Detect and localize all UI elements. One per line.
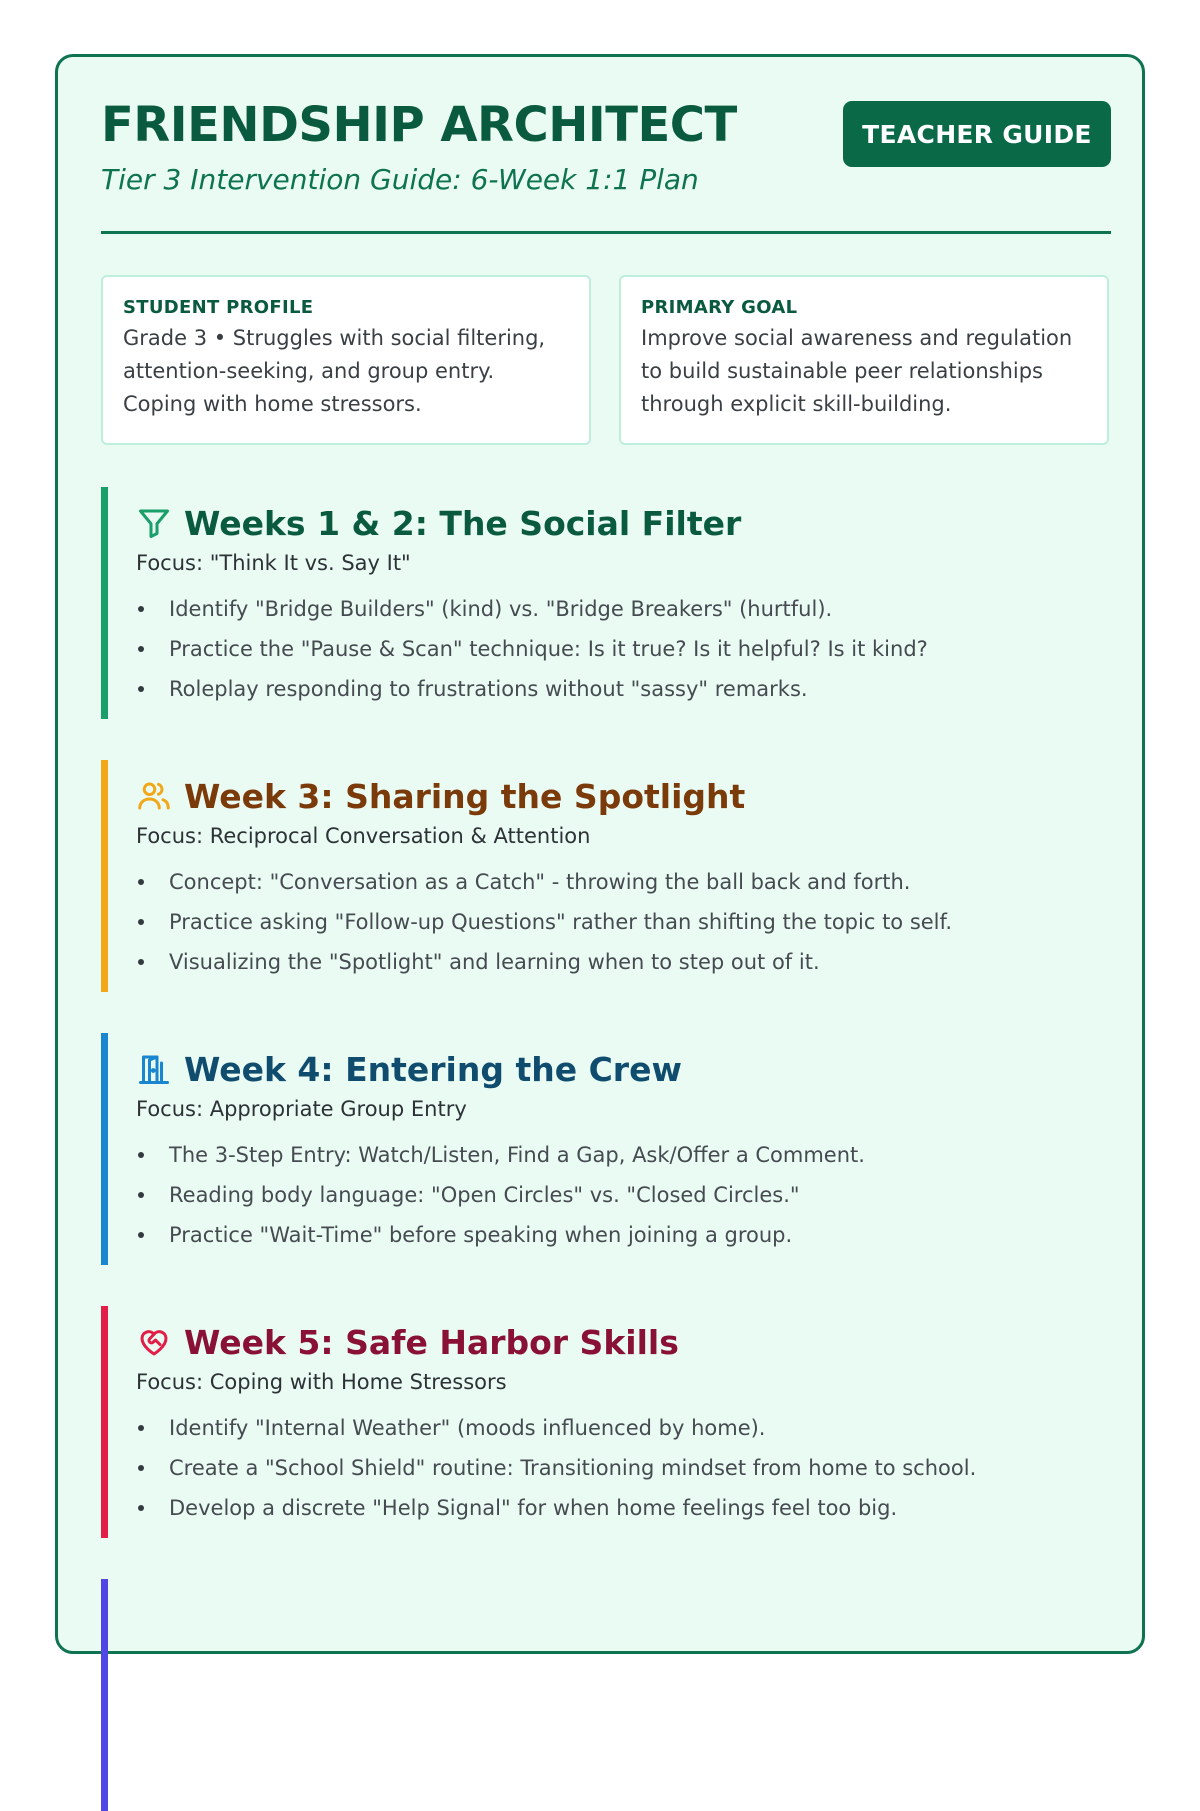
section-focus: Focus: Reciprocal Conversation & Attention — [136, 824, 591, 848]
list-item: Roleplay responding to frustrations without "sassy" remarks. — [136, 669, 1111, 709]
header — [101, 97, 1111, 232]
heart-handshake-icon — [136, 1324, 172, 1360]
header-divider — [101, 231, 1111, 234]
page-title: FRIENDSHIP ARCHITECT — [101, 97, 737, 153]
list-item: Practice asking "Follow-up Questions" rather than shifting the topic to self. — [136, 902, 1111, 942]
section-week-6 — [101, 1579, 1111, 1811]
list-item: Concept: "Conversation as a Catch" - throwing the ball back and forth. — [136, 862, 1111, 902]
teacher-guide-badge: TEACHER GUIDE — [843, 101, 1111, 167]
list-item: Practice "Wait-Time" before speaking when joining a group. — [136, 1215, 1111, 1255]
list-item: Create a "School Shield" routine: Transitioning mindset from home to school. — [136, 1448, 1111, 1488]
section-list — [136, 589, 1111, 709]
section-focus: Focus: Appropriate Group Entry — [136, 1097, 467, 1121]
list-item: The 3-Step Entry: Watch/Listen, Find a Gap, Ask/Offer a Comment. — [136, 1135, 1111, 1175]
primary-goal-text: Improve social awareness and regulation to build sustainable peer relationships through explicit skill-building. — [641, 326, 1073, 416]
list-item: Identify "Bridge Builders" (kind) vs. "Bridge Breakers" (hurtful). — [136, 589, 1111, 629]
primary-goal-card — [619, 275, 1109, 445]
filter-icon — [136, 505, 172, 541]
section-list — [136, 1135, 1111, 1255]
section-focus: Focus: "Think It vs. Say It" — [136, 551, 411, 575]
door-open-icon — [136, 1051, 172, 1087]
section-title: Week 4: Entering the Crew — [184, 1049, 682, 1089]
list-item: Reading body language: "Open Circles" vs. "Closed Circles." — [136, 1175, 1111, 1215]
list-item: Visualizing the "Spotlight" and learning when to step out of it. — [136, 942, 1111, 982]
users-icon — [136, 778, 172, 814]
page-subtitle: Tier 3 Intervention Guide: 6-Week 1:1 Plan — [101, 163, 699, 196]
section-title: Weeks 1 & 2: The Social Filter — [184, 503, 742, 543]
student-profile-label: STUDENT PROFILE — [123, 297, 314, 318]
section-weeks-1-2 — [101, 487, 1111, 719]
primary-goal-label: PRIMARY GOAL — [641, 297, 798, 318]
section-title: Week 3: Sharing the Spotlight — [184, 776, 746, 816]
section-focus: Focus: Coping with Home Stressors — [136, 1370, 507, 1394]
section-list — [136, 862, 1111, 982]
section-list — [136, 1408, 1111, 1528]
student-profile-card — [101, 275, 591, 445]
section-week-3 — [101, 760, 1111, 992]
student-profile-text: Grade 3 • Struggles with social filtering, attention-seeking, and group entry. Coping with home stressors. — [123, 326, 546, 416]
list-item: Identify "Internal Weather" (moods influenced by home). — [136, 1408, 1111, 1448]
section-week-5 — [101, 1306, 1111, 1538]
section-title: Week 5: Safe Harbor Skills — [184, 1322, 679, 1362]
list-item: Develop a discrete "Help Signal" for when home feelings feel too big. — [136, 1488, 1111, 1528]
section-week-4 — [101, 1033, 1111, 1265]
list-item: Practice the "Pause & Scan" technique: Is it true? Is it helpful? Is it kind? — [136, 629, 1111, 669]
guide-card — [55, 54, 1145, 1654]
